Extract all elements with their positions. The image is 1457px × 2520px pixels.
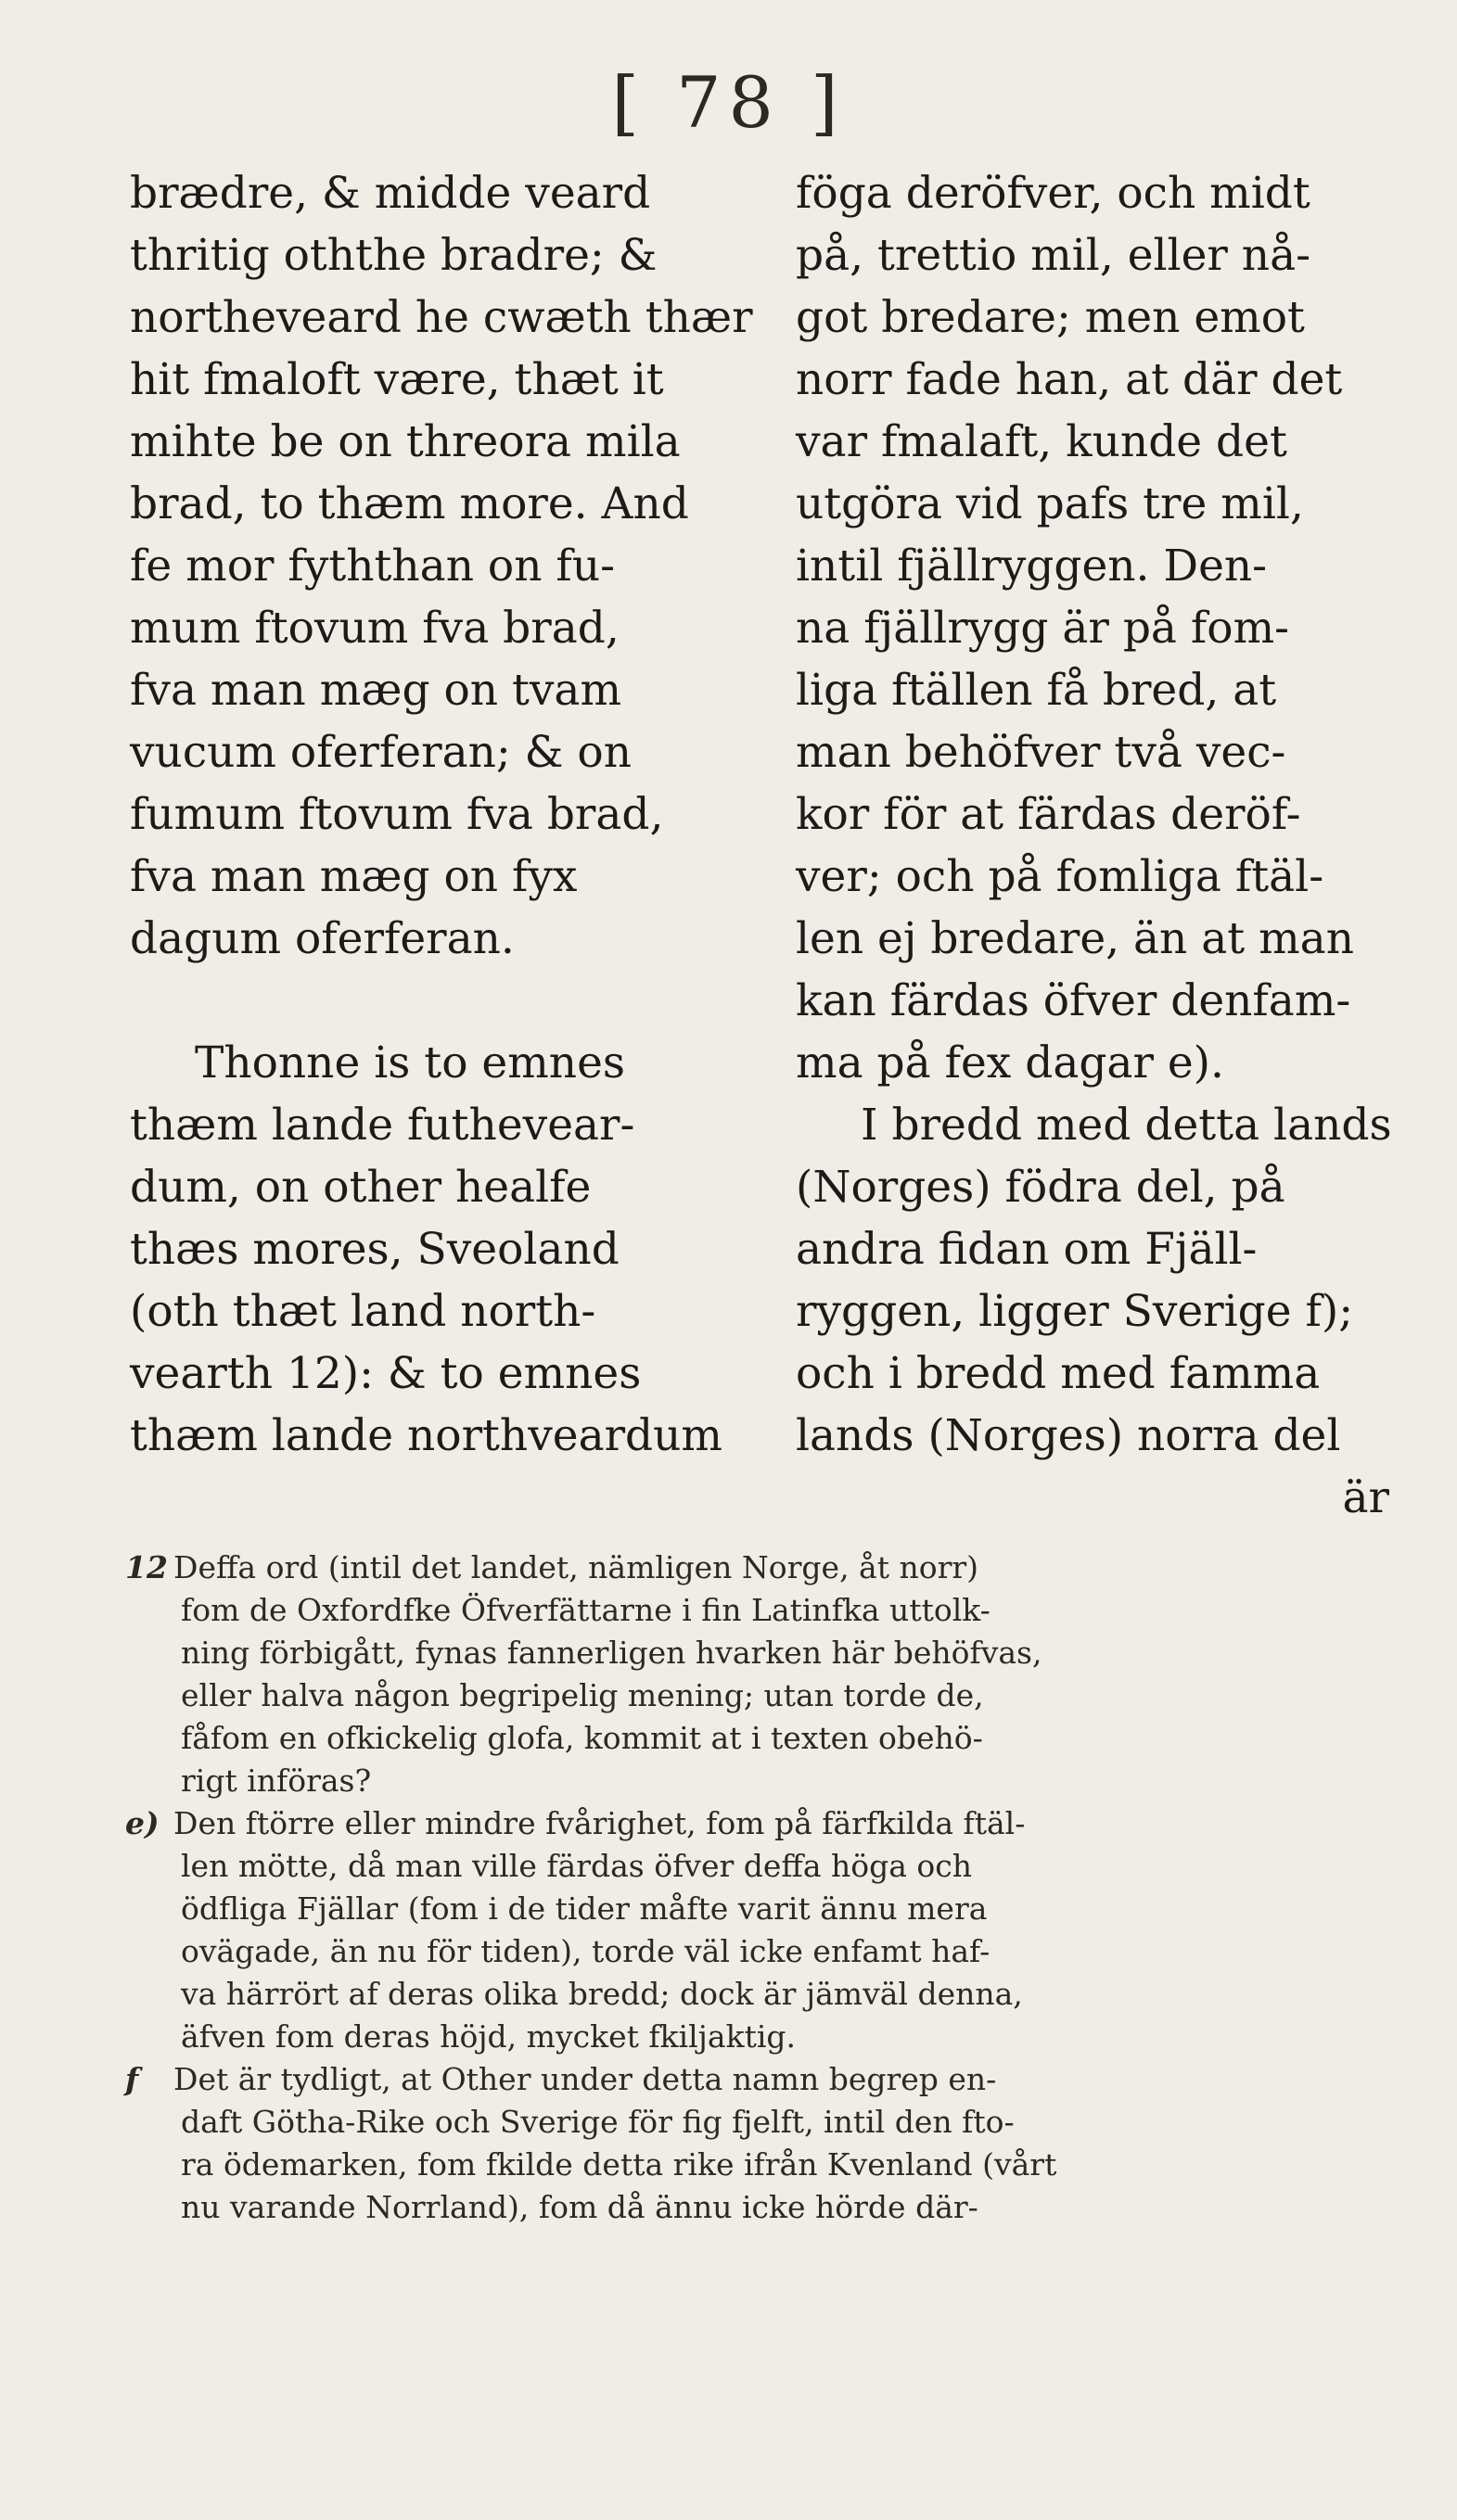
footnote-line: va härrört af deras olika bredd; dock är jämväl denna, <box>181 1976 1023 2012</box>
text-line: fumum ftovum fva brad, <box>130 789 664 840</box>
left-column <box>130 162 753 1467</box>
text-line: liga ftällen få bred, at <box>796 665 1277 716</box>
footnote-line: daft Götha-Rike och Sverige för fig fjelft, intil den fto- <box>181 2104 1015 2140</box>
text-line: dum, on other healfe <box>130 1162 592 1213</box>
text-line: dagum oferferan. <box>130 913 515 964</box>
text-line: utgöra vid pafs tre mil, <box>796 478 1304 529</box>
footnote-line: ra ödemarken, fom fkilde detta rike ifrån Kvenland (vårt <box>181 2146 1057 2183</box>
text-line: thæs mores, Sveoland <box>130 1224 620 1275</box>
footnotes <box>125 1546 1405 2229</box>
footnote-line: ning förbigått, fynas fannerligen hvarken här behöfvas, <box>181 1635 1042 1671</box>
text-line: lands (Norges) norra del <box>796 1410 1341 1461</box>
footnote-mark: f <box>125 2061 139 2097</box>
footnote-mark: 12 <box>125 1549 168 1585</box>
text-line: kor för at färdas deröf- <box>796 789 1301 840</box>
text-line: fe mor fyththan on fu- <box>130 541 615 592</box>
footnote-line: fom de Oxfordfke Öfverfättarne i fin Latinfka uttolk- <box>181 1592 991 1628</box>
footnote-text: Det är tydligt, at Other under detta namn begrep en- <box>173 2061 997 2097</box>
text-line: na fjällrygg är på fom- <box>796 603 1290 654</box>
text-line: andra fidan om Fjäll- <box>796 1224 1258 1275</box>
text-line: fva man mæg on tvam <box>130 665 622 716</box>
text-line: vearth 12): & to emnes <box>130 1348 642 1399</box>
right-column <box>796 162 1392 1529</box>
footnote-line: fåfom en ofkickelig glofa, kommit at i texten obehö- <box>181 1720 983 1756</box>
text-line: var fmalaft, kunde det <box>796 416 1287 467</box>
paragraph-gap <box>130 970 723 1032</box>
footnote-mark: e) <box>125 1805 160 1841</box>
text-line: föga deröfver, och midt <box>796 168 1310 219</box>
text-line: (oth thæt land north- <box>130 1286 596 1337</box>
footnote-line: nu varande Norrland), fom då ännu icke hörde där- <box>181 2189 978 2225</box>
text-line: intil fjällryggen. Den- <box>796 541 1268 592</box>
text-line: fva man mæg on fyx <box>130 851 578 902</box>
footnote-text: Den ftörre eller mindre fvårighet, fom på färfkilda ftäl- <box>173 1805 1026 1841</box>
text-line: norr fade han, at där det <box>796 354 1343 405</box>
text-line: brædre, & midde veard <box>130 168 651 219</box>
text-line: thæm lande northveardum <box>130 1410 722 1461</box>
text-line: thæm lande futhevear- <box>130 1100 635 1151</box>
footnote-line: ovägade, än nu för tiden), torde väl icke enfamt haf- <box>181 1933 991 1969</box>
text-line: man behöfver två vec- <box>796 727 1286 778</box>
footnote-line: ödfliga Fjällar (fom i de tider måfte varit ännu mera <box>181 1890 988 1927</box>
footnote-line: äfven fom deras höjd, mycket fkiljaktig. <box>181 2018 796 2055</box>
text-line: northeveard he cwæth thær <box>130 292 753 343</box>
text-line: brad, to thæm more. And <box>130 478 689 529</box>
text-line: mum ftovum fva brad, <box>130 603 620 654</box>
text-line: ma på fex dagar e). <box>796 1037 1224 1088</box>
text-line: på, trettio mil, eller nå- <box>796 230 1310 281</box>
catchword: är <box>1342 1472 1389 1523</box>
footnote-line <box>125 1802 1405 1845</box>
text-line: Thonne is to emnes <box>195 1037 626 1088</box>
text-line: len ej bredare, än at man <box>796 913 1354 964</box>
text-line: kan färdas öfver denfam- <box>796 975 1351 1026</box>
text-line: (Norges) födra del, på <box>796 1162 1285 1213</box>
text-line: I bredd med detta lands <box>861 1100 1392 1151</box>
footnote-line <box>125 2058 1405 2101</box>
page-number: [ 78 ] <box>611 61 846 144</box>
text-line: got bredare; men emot <box>796 292 1305 343</box>
text-line: och i bredd med famma <box>796 1348 1321 1399</box>
text-line: vucum oferferan; & on <box>130 727 632 778</box>
text-line: ver; och på fomliga ftäl- <box>796 851 1324 902</box>
text-line: ryggen, ligger Sverige f); <box>796 1286 1354 1337</box>
footnote-line: len mötte, då man ville färdas öfver deffa höga och <box>181 1848 973 1884</box>
text-line: mihte be on threora mila <box>130 416 681 467</box>
text-line: thritig oththe bradre; & <box>130 230 658 281</box>
footnote-line: rigt införas? <box>181 1763 372 1799</box>
text-line: hit fmaloft være, thæt it <box>130 354 664 405</box>
footnote-text: Deffa ord (intil det landet, nämligen Norge, åt norr) <box>173 1549 979 1585</box>
footnote-line: eller halva någon begripelig mening; utan torde de, <box>181 1677 984 1713</box>
footnote-line <box>125 1546 1405 1589</box>
